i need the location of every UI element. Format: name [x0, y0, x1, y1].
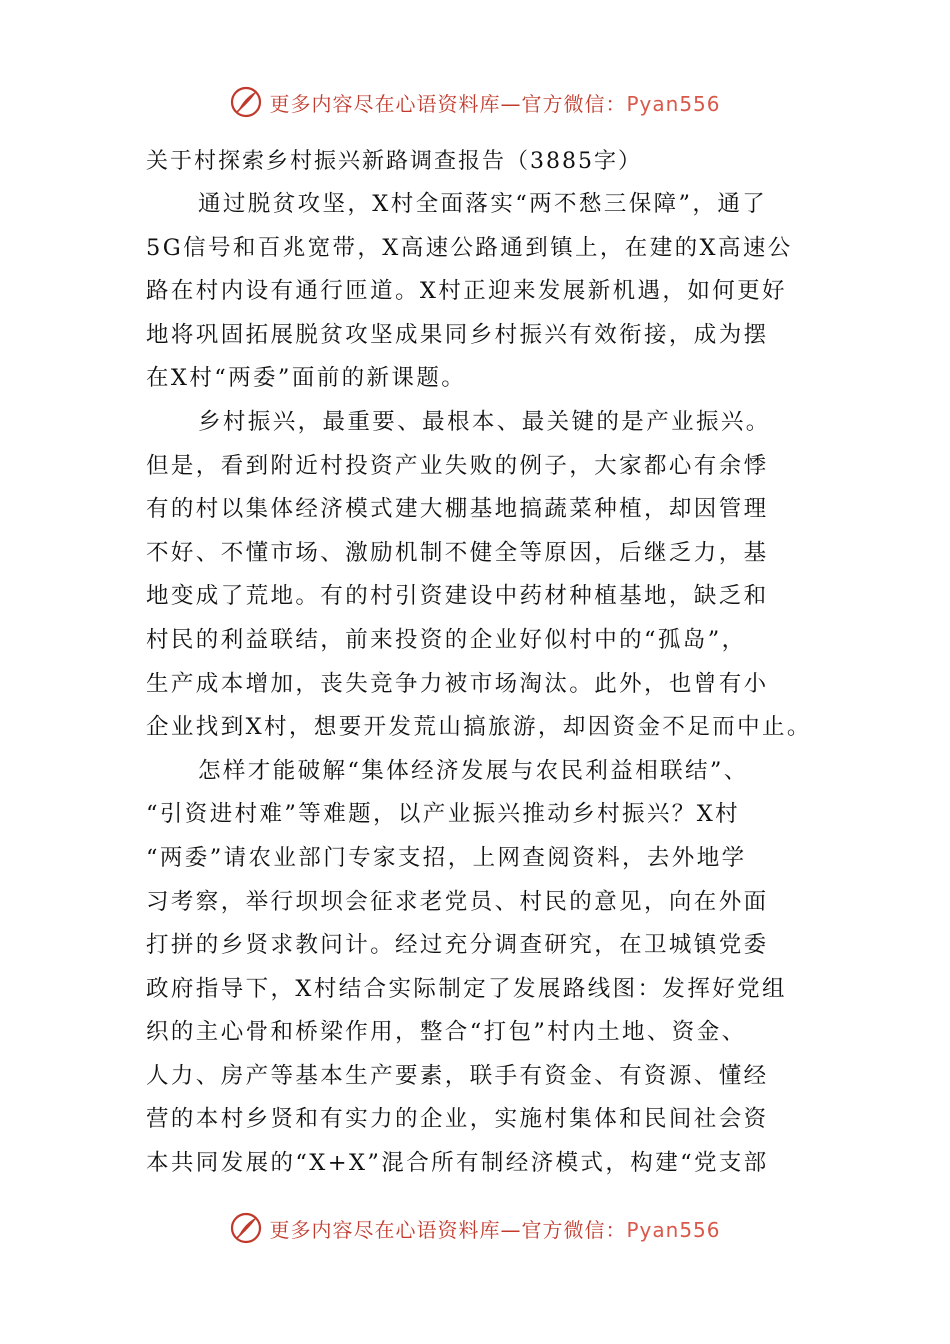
paragraph-line: 习考察，举行坝坝会征求老党员、村民的意见，向在外面 — [146, 888, 769, 915]
paragraph-line: 不好、不懂市场、激励机制不健全等原因，后继乏力，基 — [146, 539, 769, 566]
paragraph-line: 生产成本增加，丧失竞争力被市场淘汰。此外，也曾有小 — [146, 670, 769, 697]
watermark-wechat-id: Pyan556 — [626, 91, 721, 116]
document-title: 关于村探索乡村振兴新路调查报告（3885字） — [146, 149, 642, 174]
paragraph-line: 村民的利益联结，前来投资的企业好似村中的“孤岛”， — [146, 626, 747, 653]
quill-logo-icon — [229, 1211, 263, 1245]
paragraph-line: 在X村“两委”面前的新课题。 — [146, 365, 467, 392]
paragraph-line: 地将巩固拓展脱贫攻坚成果同乡村振兴有效衔接，成为摆 — [146, 321, 769, 348]
paragraph-line: 5G信号和百兆宽带，X高速公路通到镇上，在建的X高速公 — [146, 234, 793, 261]
paragraph-line: “两委”请农业部门专家支招，上网查阅资料，去外地学 — [146, 844, 747, 871]
paragraph-line: 政府指导下，X村结合实际制定了发展路线图：发挥好党组 — [146, 975, 787, 1002]
watermark-prefix: 更多内容尽在心语资料库—官方微信： — [269, 91, 627, 116]
paragraph-line: 路在村内设有通行匝道。X村正迎来发展新机遇，如何更好 — [146, 278, 787, 305]
paragraph-line: 有的村以集体经济模式建大棚基地搞蔬菜种植，却因管理 — [146, 496, 769, 523]
paragraph-line: 地变成了荒地。有的村引资建设中药材种植基地，缺乏和 — [146, 583, 769, 610]
paragraph-line: 企业找到X村，想要开发荒山搞旅游，却因资金不足而中止。 — [146, 714, 812, 741]
paragraph-1 — [146, 183, 816, 401]
watermark-prefix: 更多内容尽在心语资料库—官方微信： — [269, 1217, 627, 1242]
watermark-wechat-id: Pyan556 — [626, 1217, 721, 1242]
footer-watermark — [0, 1208, 950, 1248]
paragraph-line: 打拼的乡贤求教问计。经过充分调查研究，在卫城镇党委 — [146, 932, 769, 959]
paragraph-line: 怎样才能破解“集体经济发展与农民利益相联结”、 — [198, 757, 749, 784]
paragraph-line: 乡村振兴，最重要、最根本、最关键的是产业振兴。 — [198, 408, 771, 435]
watermark-text — [269, 88, 720, 117]
paragraph-line: 通过脱贫攻坚，X村全面落实“两不愁三保障”，通了 — [198, 191, 768, 217]
paragraph-line: 本共同发展的“X+X”混合所有制经济模式，构建“党支部 — [146, 1150, 769, 1177]
document-page — [146, 140, 816, 1186]
watermark-text — [269, 1214, 720, 1243]
paragraph-line: 营的本村乡贤和有实力的企业，实施村集体和民间社会资 — [146, 1106, 769, 1133]
header-watermark — [0, 82, 950, 122]
paragraph-line: 但是，看到附近村投资产业失败的例子，大家都心有余悸 — [146, 452, 769, 479]
paragraph-line: “引资进村难”等难题，以产业振兴推动乡村振兴？X村 — [146, 801, 741, 828]
quill-logo-icon — [229, 85, 263, 119]
paragraph-3 — [146, 750, 816, 1186]
paragraph-2 — [146, 401, 816, 750]
paragraph-line: 织的主心骨和桥梁作用，整合“打包”村内土地、资金、 — [146, 1019, 747, 1046]
paragraph-line: 人力、房产等基本生产要素，联手有资金、有资源、懂经 — [146, 1062, 769, 1089]
